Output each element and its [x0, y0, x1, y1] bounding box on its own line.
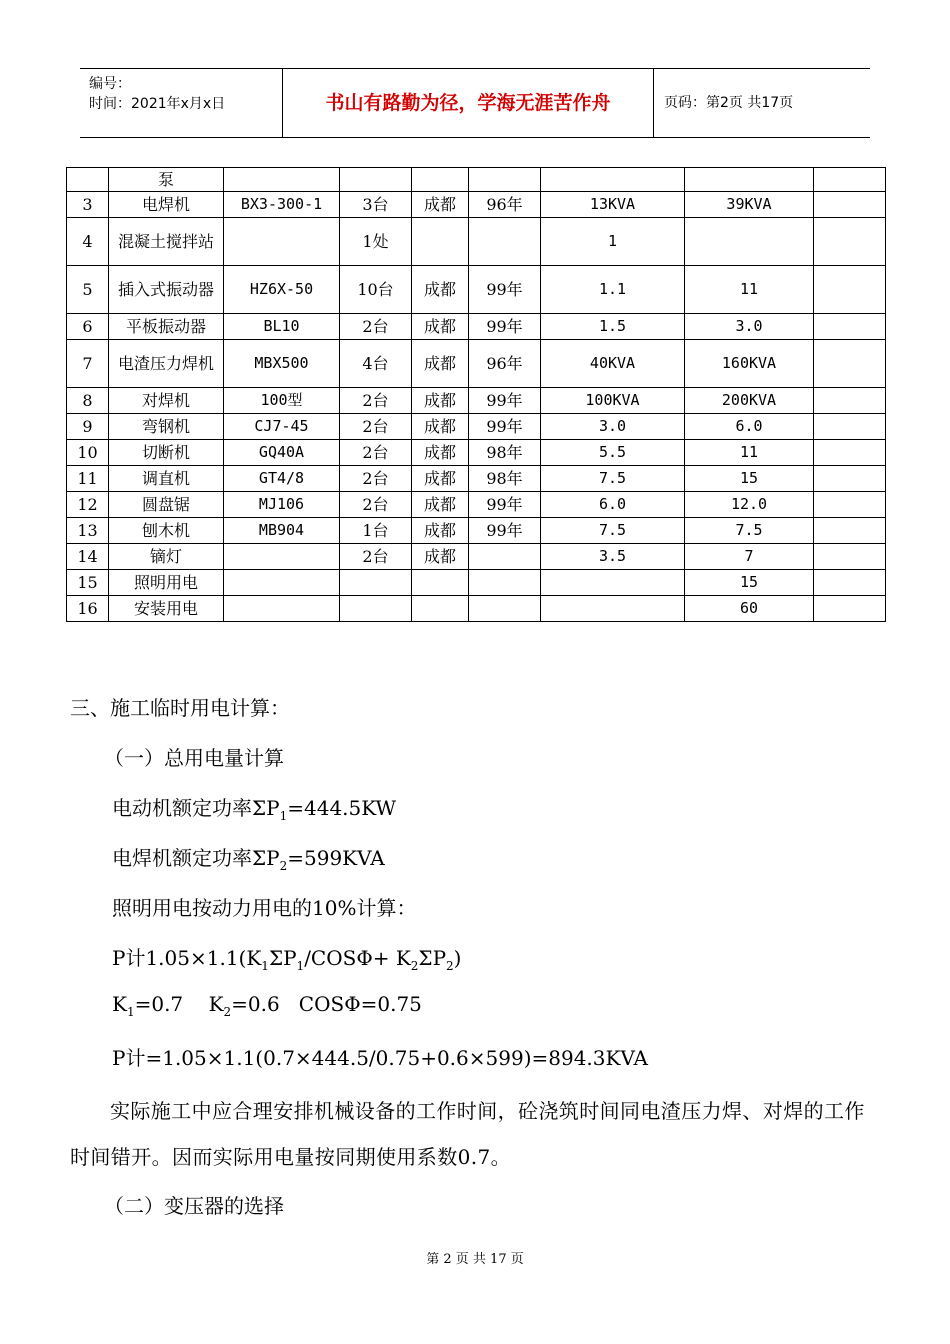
table-cell: 15	[685, 466, 814, 492]
table-cell	[814, 314, 886, 340]
table-cell: 5	[67, 266, 109, 314]
table-cell	[412, 218, 469, 266]
table-cell: MJ106	[224, 492, 340, 518]
table-cell: 11	[685, 266, 814, 314]
table-cell: 98年	[469, 466, 541, 492]
table-cell: 3.5	[541, 544, 685, 570]
table-cell: 1.1	[541, 266, 685, 314]
table-cell	[814, 168, 886, 192]
table-cell	[412, 168, 469, 192]
table-cell	[412, 596, 469, 622]
table-cell: 12	[67, 492, 109, 518]
table-cell	[224, 168, 340, 192]
table-cell: 10	[67, 440, 109, 466]
table-cell: 混凝土搅拌站	[109, 218, 224, 266]
table-cell: 100型	[224, 388, 340, 414]
table-cell: 13KVA	[541, 192, 685, 218]
table-cell: 镝灯	[109, 544, 224, 570]
table-cell: 2台	[340, 492, 412, 518]
table-cell: 6	[67, 314, 109, 340]
table-cell: 泵	[109, 168, 224, 192]
table-cell: 14	[67, 544, 109, 570]
table-cell: 6.0	[541, 492, 685, 518]
table-cell: 16	[67, 596, 109, 622]
table-cell: 成都	[412, 492, 469, 518]
table-cell: 99年	[469, 518, 541, 544]
table-cell	[814, 596, 886, 622]
table-cell	[412, 570, 469, 596]
table-cell: 100KVA	[541, 388, 685, 414]
table-cell: 电焊机	[109, 192, 224, 218]
table-cell: GQ40A	[224, 440, 340, 466]
table-cell: 成都	[412, 314, 469, 340]
table-cell: 60	[685, 596, 814, 622]
table-cell: 7.5	[541, 518, 685, 544]
table-cell	[224, 596, 340, 622]
section-heading-3: 三、施工临时用电计算：	[70, 696, 290, 720]
table-cell	[685, 218, 814, 266]
table-cell	[685, 168, 814, 192]
table-cell	[340, 570, 412, 596]
table-row	[67, 314, 886, 340]
lighting-note: 照明用电按动力用电的10%计算：	[112, 896, 417, 920]
subsection-heading-1: （一）总用电量计算	[104, 746, 284, 770]
table-cell: 成都	[412, 544, 469, 570]
table-cell: 98年	[469, 440, 541, 466]
table-cell: 5.5	[541, 440, 685, 466]
table-cell: 200KVA	[685, 388, 814, 414]
table-row	[67, 266, 886, 314]
table-cell	[224, 544, 340, 570]
table-cell: 弯钢机	[109, 414, 224, 440]
time-label: 时间：2021年x月x日	[89, 96, 226, 112]
header-page-label: 页码：第2页 共17页	[664, 95, 794, 111]
table-row	[67, 168, 886, 192]
table-row	[67, 192, 886, 218]
table-cell: 11	[67, 466, 109, 492]
table-cell: 9	[67, 414, 109, 440]
motor-power-line: 电动机额定功率$\Sigma P_1=444.5KW$	[112, 796, 397, 823]
table-cell: BL10	[224, 314, 340, 340]
table-cell: 3.0	[685, 314, 814, 340]
table-cell: 成都	[412, 466, 469, 492]
table-cell: 7	[685, 544, 814, 570]
table-cell: CJ7-45	[224, 414, 340, 440]
table-row	[67, 492, 886, 518]
header-meta	[80, 69, 283, 137]
coefficients-line: $K_1=0.7$ $K_2=0.6$ COSΦ=0.75	[112, 992, 422, 1019]
table-cell: 99年	[469, 314, 541, 340]
table-cell: 成都	[412, 388, 469, 414]
table-cell	[814, 466, 886, 492]
table-cell: BX3-300-1	[224, 192, 340, 218]
table-cell	[814, 218, 886, 266]
equipment-table-body	[67, 168, 886, 622]
table-row	[67, 440, 886, 466]
table-cell: 2台	[340, 466, 412, 492]
table-cell: 平板振动器	[109, 314, 224, 340]
table-row	[67, 596, 886, 622]
table-cell	[541, 570, 685, 596]
table-cell: MBX500	[224, 340, 340, 388]
table-cell: 15	[67, 570, 109, 596]
table-cell: 成都	[412, 440, 469, 466]
table-cell: 99年	[469, 388, 541, 414]
table-cell: 99年	[469, 266, 541, 314]
table-cell: 7	[67, 340, 109, 388]
table-cell: 96年	[469, 340, 541, 388]
table-row	[67, 388, 886, 414]
table-cell: 4台	[340, 340, 412, 388]
page-header	[80, 68, 870, 138]
header-motto: 书山有路勤为径，学海无涯苦作舟	[283, 69, 654, 137]
welder-power-line: 电焊机额定功率$\Sigma P_2=599KVA$	[112, 846, 385, 873]
table-cell: 3	[67, 192, 109, 218]
table-cell: 8	[67, 388, 109, 414]
table-cell: 96年	[469, 192, 541, 218]
table-cell: 1	[541, 218, 685, 266]
table-cell: 成都	[412, 340, 469, 388]
table-row	[67, 518, 886, 544]
table-cell: 99年	[469, 414, 541, 440]
table-cell	[814, 544, 886, 570]
table-cell	[814, 414, 886, 440]
table-cell: GT4/8	[224, 466, 340, 492]
table-cell: 12.0	[685, 492, 814, 518]
table-cell: 电渣压力焊机	[109, 340, 224, 388]
table-cell	[340, 168, 412, 192]
table-cell: 照明用电	[109, 570, 224, 596]
table-cell: 对焊机	[109, 388, 224, 414]
table-row	[67, 466, 886, 492]
table-cell: 40KVA	[541, 340, 685, 388]
table-cell: 成都	[412, 518, 469, 544]
table-cell	[469, 218, 541, 266]
table-cell: MB904	[224, 518, 340, 544]
table-row	[67, 414, 886, 440]
table-cell: 成都	[412, 414, 469, 440]
table-cell: 6.0	[685, 414, 814, 440]
table-cell: 3.0	[541, 414, 685, 440]
table-cell	[814, 388, 886, 414]
table-cell: 2台	[340, 314, 412, 340]
table-cell: 1处	[340, 218, 412, 266]
table-cell: 10台	[340, 266, 412, 314]
table-cell: 成都	[412, 266, 469, 314]
table-cell	[469, 544, 541, 570]
table-row	[67, 570, 886, 596]
table-cell: 刨木机	[109, 518, 224, 544]
table-cell: 2台	[340, 440, 412, 466]
table-cell: 2台	[340, 414, 412, 440]
table-cell	[541, 596, 685, 622]
table-row	[67, 544, 886, 570]
table-cell: 99年	[469, 492, 541, 518]
table-cell	[224, 218, 340, 266]
number-label: 编号：	[89, 76, 131, 92]
table-cell	[469, 168, 541, 192]
table-cell	[814, 192, 886, 218]
table-row	[67, 218, 886, 266]
table-cell: 160KVA	[685, 340, 814, 388]
formula-line: P计$1.05\times 1.1(K_1\Sigma P_1/COS\Phi+ K_2\Sigma P_2)$	[112, 946, 462, 973]
equipment-table	[66, 167, 886, 622]
table-cell: 1.5	[541, 314, 685, 340]
table-cell	[469, 596, 541, 622]
table-cell	[469, 570, 541, 596]
table-cell: 调直机	[109, 466, 224, 492]
table-cell	[224, 570, 340, 596]
table-cell: 插入式振动器	[109, 266, 224, 314]
table-cell: 切断机	[109, 440, 224, 466]
table-cell: 成都	[412, 192, 469, 218]
table-cell: 13	[67, 518, 109, 544]
table-cell	[814, 340, 886, 388]
table-cell	[814, 570, 886, 596]
table-row	[67, 340, 886, 388]
subsection-heading-2: （二）变压器的选择	[104, 1194, 284, 1218]
table-cell	[814, 518, 886, 544]
table-cell	[814, 440, 886, 466]
result-line: P计=1.05×1.1(0.7×444.5/0.75+0.6×599)=894.3KVA	[112, 1046, 648, 1070]
table-cell	[814, 266, 886, 314]
table-cell: 1台	[340, 518, 412, 544]
table-cell: 11	[685, 440, 814, 466]
table-cell	[340, 596, 412, 622]
table-cell: 安装用电	[109, 596, 224, 622]
table-cell: 2台	[340, 388, 412, 414]
scheduling-paragraph: 实际施工中应合理安排机械设备的工作时间，砼浇筑时间同电渣压力焊、对焊的工作时间错开。因而实际用电量按同期使用系数0.7。	[70, 1099, 865, 1169]
table-cell: 15	[685, 570, 814, 596]
table-cell: 7.5	[685, 518, 814, 544]
page-footer: 第 2 页 共 17 页	[426, 1252, 524, 1267]
table-cell: 7.5	[541, 466, 685, 492]
table-cell	[814, 492, 886, 518]
table-cell: 4	[67, 218, 109, 266]
table-cell: 圆盘锯	[109, 492, 224, 518]
table-cell: 39KVA	[685, 192, 814, 218]
table-cell	[67, 168, 109, 192]
table-cell	[541, 168, 685, 192]
table-cell: 3台	[340, 192, 412, 218]
table-cell: HZ6X-50	[224, 266, 340, 314]
table-cell: 2台	[340, 544, 412, 570]
